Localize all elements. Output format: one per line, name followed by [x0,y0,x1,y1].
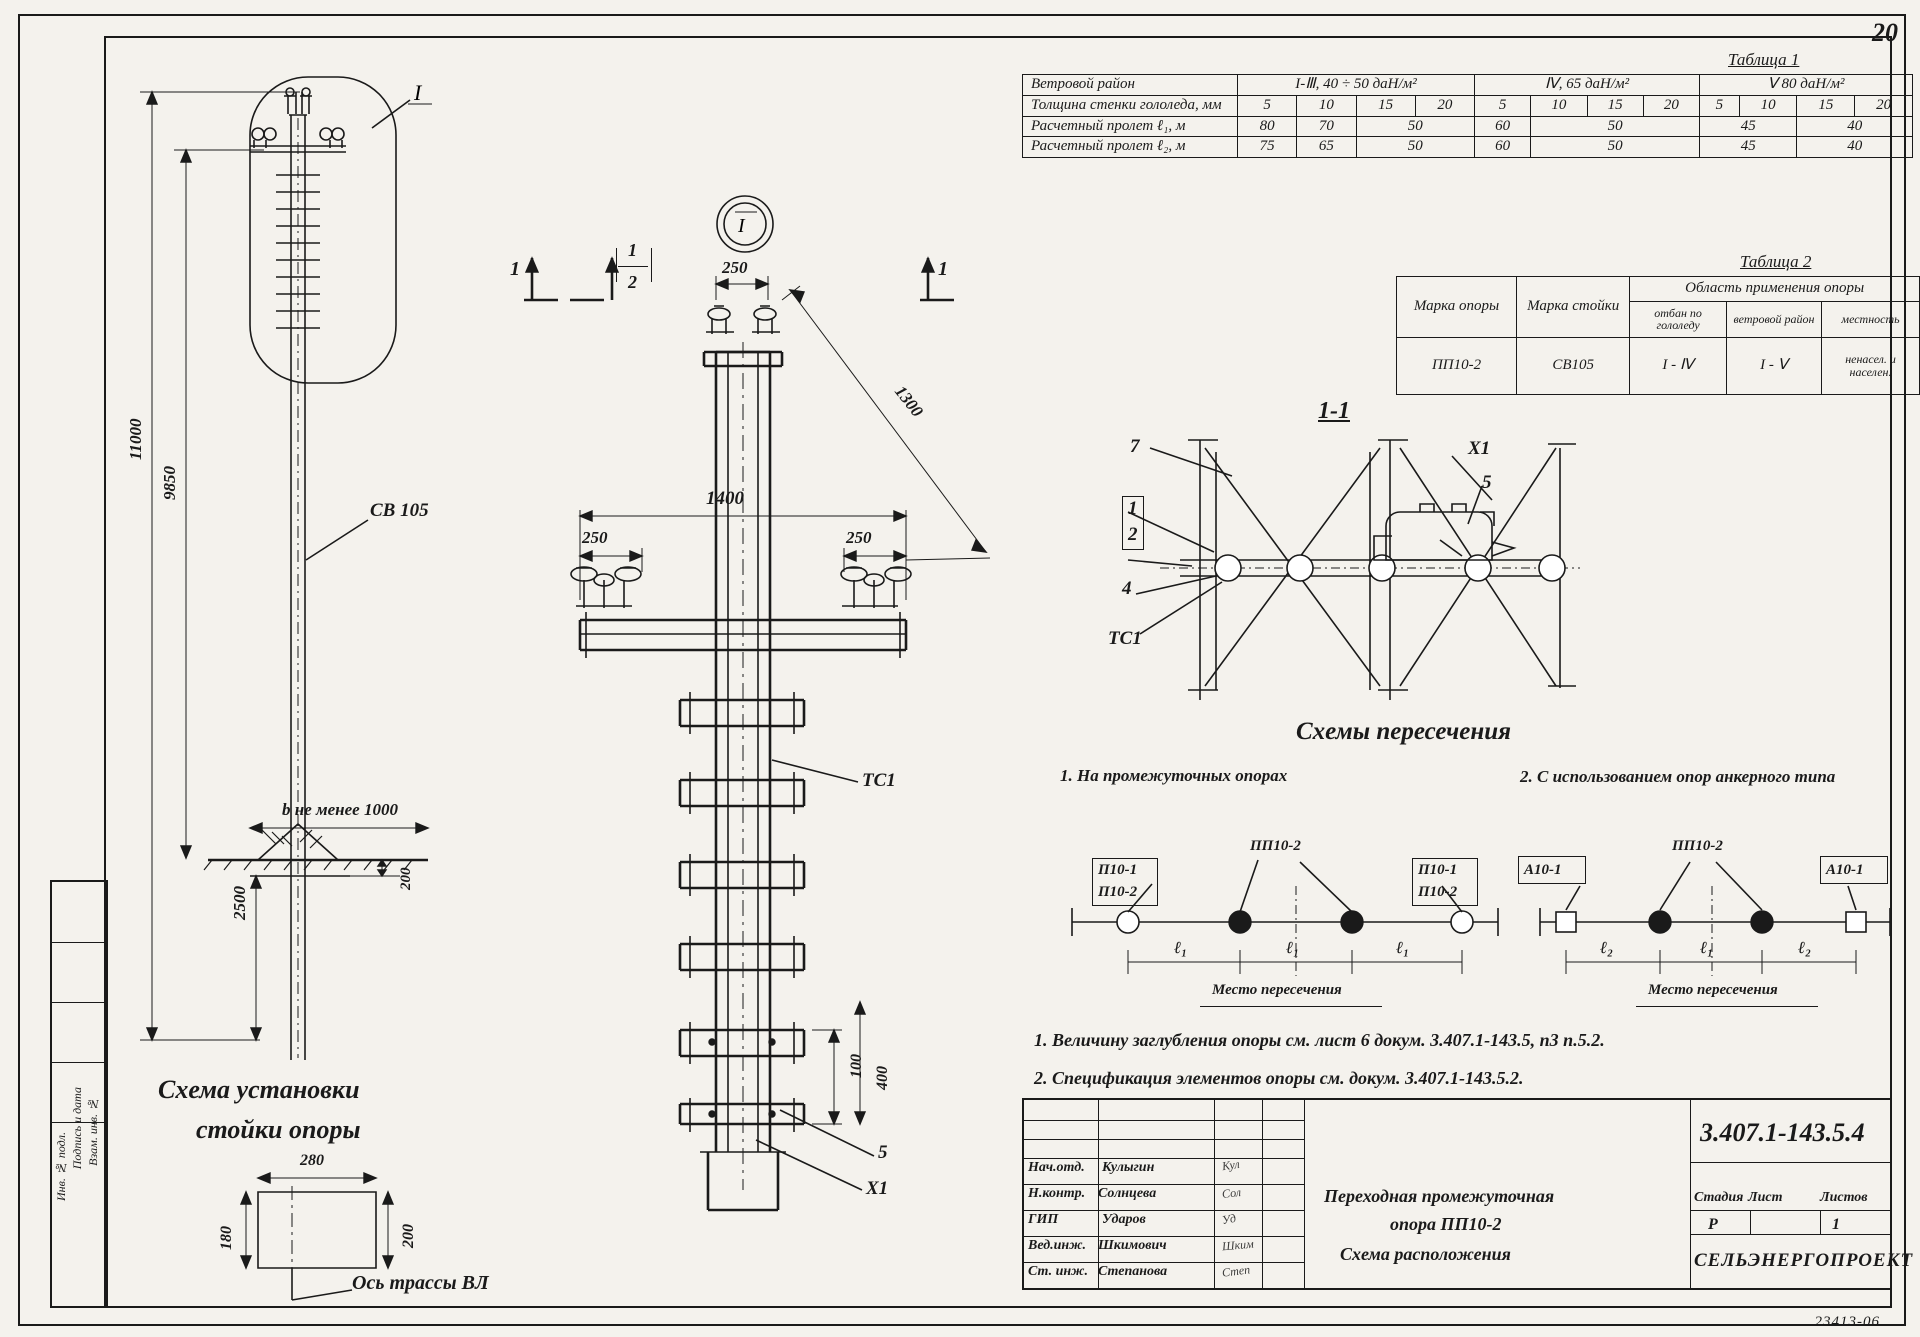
callout-2: 2 [1128,524,1138,545]
t1-s1-6: 40 [1797,116,1913,137]
callout-x1-center: Х1 [866,1178,889,1199]
t1-s2-0: 75 [1238,137,1297,158]
t1-ice-2: 15 [1356,95,1415,116]
crossing-span-l1-d: ℓ₁ [1700,938,1714,957]
callout-7: 7 [1130,436,1140,457]
crossing-label-p10-1-b: П10-1 [1418,862,1458,878]
view-arrow-label-left: 1 [510,258,520,280]
t1-s1-4: 50 [1531,116,1700,137]
callout-1: 1 [1128,498,1138,519]
svg-text:I: I [738,215,745,237]
t1-s1-1: 70 [1297,116,1356,137]
table-2 [1396,276,1920,395]
object-line-1: Переходная промежуточная [1324,1186,1555,1206]
note-2: 2. Спецификация элементов опоры см. докум. 3.407.1-143.5.2. [1034,1068,1524,1088]
stamp-text-sign: Подпись и дата [70,1087,84,1170]
callout-tc1-section: ТС1 [1108,628,1142,649]
crossing-place-note-1: Место пересечения [1212,982,1342,998]
t1-ice-8: 5 [1700,95,1740,116]
t2-h-mark-post: Марка стойки [1517,277,1630,338]
signature-0: Кул [1221,1156,1241,1174]
t1-ice-6: 15 [1587,95,1643,116]
label-footing-note: b не менее 1000 [282,800,398,819]
t1-s2-5: 45 [1700,137,1797,158]
crossing-label-a10-1-a: А10-1 [1524,862,1562,878]
left-view-title-line2: стойки опоры [196,1115,361,1144]
t2-sub-wind: ветровой район [1726,301,1821,337]
t1-s1-2: 50 [1356,116,1475,137]
stage-value-stage: Р [1708,1216,1718,1233]
view-arrow-label-right: 1 [938,258,948,280]
t2-sub-terrain: местность [1822,301,1920,337]
t1-ice-3: 20 [1415,95,1474,116]
t1-wind-3: Ⅴ 80 даН/м² [1700,75,1913,96]
t1-h-ice: Толщина стенки гололеда, мм [1023,95,1238,116]
dim-right-250: 250 [846,528,872,547]
table2-caption: Таблица 2 [1740,252,1812,271]
table-row [1023,95,1913,116]
t1-s2-4: 50 [1531,137,1700,158]
organization-name: СЕЛЬЭНЕРГОПРОЕКТ [1694,1250,1914,1271]
dim-100: 100 [848,1054,865,1078]
crossing-label-pp10-2: ПП10-2 [1250,838,1301,854]
t1-s1-3: 60 [1475,116,1531,137]
crossing-span-l1-a: ℓ₁ [1174,938,1188,957]
signature-4: Степ [1221,1262,1251,1280]
role-0: Нач.отд. [1028,1160,1085,1175]
t1-h-wind: Ветровой район [1023,75,1238,96]
left-stamp-strip [50,880,108,1308]
detail-fraction-box [616,248,652,282]
dim-280: 280 [300,1152,324,1169]
crossing-label-p10-2-a: П10-2 [1098,884,1138,900]
dim-9850: 9850 [160,466,179,500]
dim-400: 400 [874,1066,891,1090]
t1-ice-9: 10 [1739,95,1797,116]
t1-ice-4: 5 [1475,95,1531,116]
t1-wind-1: I-Ⅲ, 40 ÷ 50 даН/м² [1238,75,1475,96]
role-name-2: Ударов [1102,1212,1146,1227]
crossing-label-box-b [1412,858,1478,906]
role-name-4: Степанова [1098,1264,1168,1279]
detail-fraction-rule [618,266,648,267]
stage-header-stage: Стадия [1694,1190,1744,1205]
table-1 [1022,74,1913,158]
detail-fraction-bottom: 2 [628,272,637,292]
callout-5-center: 5 [878,1142,888,1163]
role-name-1: Солнцева [1098,1186,1157,1201]
crossing-span-l1-c: ℓ₁ [1396,938,1410,957]
table-row [1023,137,1913,158]
crossing-label-box-c [1518,856,1586,884]
signature-3: Шким [1221,1236,1255,1254]
crossing-case1-title: 1. На промежуточных опорах [1060,766,1288,785]
crossing-label-pp10-2-b: ПП10-2 [1672,838,1723,854]
callout-x1-section: Х1 [1468,438,1491,459]
table-row [1023,116,1913,137]
role-3: Вед.инж. [1028,1238,1087,1253]
dim-2500: 2500 [230,886,249,920]
dim-1400: 1400 [706,488,744,509]
role-name-3: Шкимович [1098,1238,1167,1253]
object-line-2: опора ПП10-2 [1390,1214,1502,1234]
sheet-bottom-code: 23413-06 [1814,1314,1880,1330]
crossing-label-p10-2-b: П10-2 [1418,884,1458,900]
t1-h-span1: Расчетный пролет ℓ₁, м [1023,116,1238,137]
crossing-title: Схемы пересечения [1296,718,1512,745]
svg-text:I: I [414,80,422,105]
detail-fraction-top: 1 [628,240,637,260]
dim-180: 180 [218,1226,235,1250]
t1-ice-10: 15 [1797,95,1855,116]
t2-v-wind: I - Ⅴ [1726,338,1821,395]
crossing-label-a10-1-b: А10-1 [1826,862,1864,878]
stamp-text-vzam: Взам. инв. № [86,1097,100,1166]
role-name-0: Кулыгин [1102,1160,1155,1175]
t1-ice-7: 20 [1643,95,1699,116]
callout-tc1-center: ТС1 [862,770,896,791]
t2-v-mark-post: СВ105 [1517,338,1630,395]
t1-ice-0: 5 [1238,95,1297,116]
crossing-span-l1-b: ℓ₁ [1286,938,1300,957]
dim-200: 200 [398,867,414,890]
t1-s2-1: 65 [1297,137,1356,158]
dim-1300: 1300 [891,382,927,421]
role-2: ГИП [1028,1212,1059,1227]
t1-s2-2: 50 [1356,137,1475,158]
t2-h-area: Область применения опоры [1630,277,1920,302]
dim-11000: 11000 [126,418,145,460]
table-row [1397,338,1920,395]
t1-s1-5: 45 [1700,116,1797,137]
left-view-title-line1: Схема установки [158,1075,360,1104]
t1-s2-6: 40 [1797,137,1913,158]
signature-2: Уд [1220,1210,1238,1228]
dim-200-plan: 200 [400,1224,417,1248]
label-pole-mark: СВ 105 [370,500,429,521]
callout-1-2-box [1122,496,1144,550]
role-1: Н.контр. [1028,1186,1086,1201]
table-row [1023,75,1913,96]
crossing-span-l2-b: ℓ₂ [1798,938,1812,957]
dim-left-250: 250 [582,528,608,547]
page-number: 20 [1872,18,1898,47]
crossing-case2-title-l1: 2. С использованием опор анкерного типа [1520,767,1836,786]
t1-ice-1: 10 [1297,95,1356,116]
t2-v-terrain: ненасел. и населен. [1822,338,1920,395]
section-1-1-title: 1-1 [1318,398,1350,424]
doc-number: 3.407.1-143.5.4 [1700,1118,1865,1147]
callout-4: 4 [1122,578,1132,599]
stage-header-sheets: Листов [1820,1190,1868,1205]
callout-5-section: 5 [1482,472,1492,493]
t1-ice-11: 20 [1855,95,1913,116]
crossing-underline-1 [1200,1006,1382,1007]
t1-wind-2: Ⅳ, 65 даН/м² [1475,75,1700,96]
crossing-span-l2-a: ℓ₂ [1600,938,1614,957]
crossing-label-box-d [1820,856,1888,884]
crossing-underline-2 [1636,1006,1818,1007]
table-row [1397,277,1920,302]
t2-h-mark-support: Марка опоры [1397,277,1517,338]
crossing-place-note-2: Место пересечения [1648,982,1778,998]
stage-value-sheets: 1 [1832,1216,1840,1233]
t2-sub-ice: отбан по гололеду [1630,301,1727,337]
note-1: 1. Величину заглубления опоры см. лист 6 докум. 3.407.1-143.5, п3 п.5.2. [1034,1030,1605,1050]
stage-header-sheet: Лист [1748,1190,1783,1205]
label-axis-vl: Ось трассы ВЛ [352,1272,489,1294]
stamp-text-inv: Инв. № подл. [54,1132,68,1201]
object-line-3: Схема расположения [1340,1244,1511,1264]
role-4: Ст. инж. [1028,1264,1088,1279]
crossing-label-p10-1-a: П10-1 [1098,862,1138,878]
t1-s1-0: 80 [1238,116,1297,137]
signature-1: Сол [1221,1185,1242,1201]
t1-s2-3: 60 [1475,137,1531,158]
t1-h-span2: Расчетный пролет ℓ₂, м [1023,137,1238,158]
t1-ice-5: 10 [1531,95,1587,116]
dim-top-250: 250 [722,258,748,277]
crossing-label-box-a [1092,858,1158,906]
t2-v-ice: I - Ⅳ [1630,338,1727,395]
table1-caption: Таблица 1 [1728,50,1800,69]
t2-v-mark-support: ПП10-2 [1397,338,1517,395]
